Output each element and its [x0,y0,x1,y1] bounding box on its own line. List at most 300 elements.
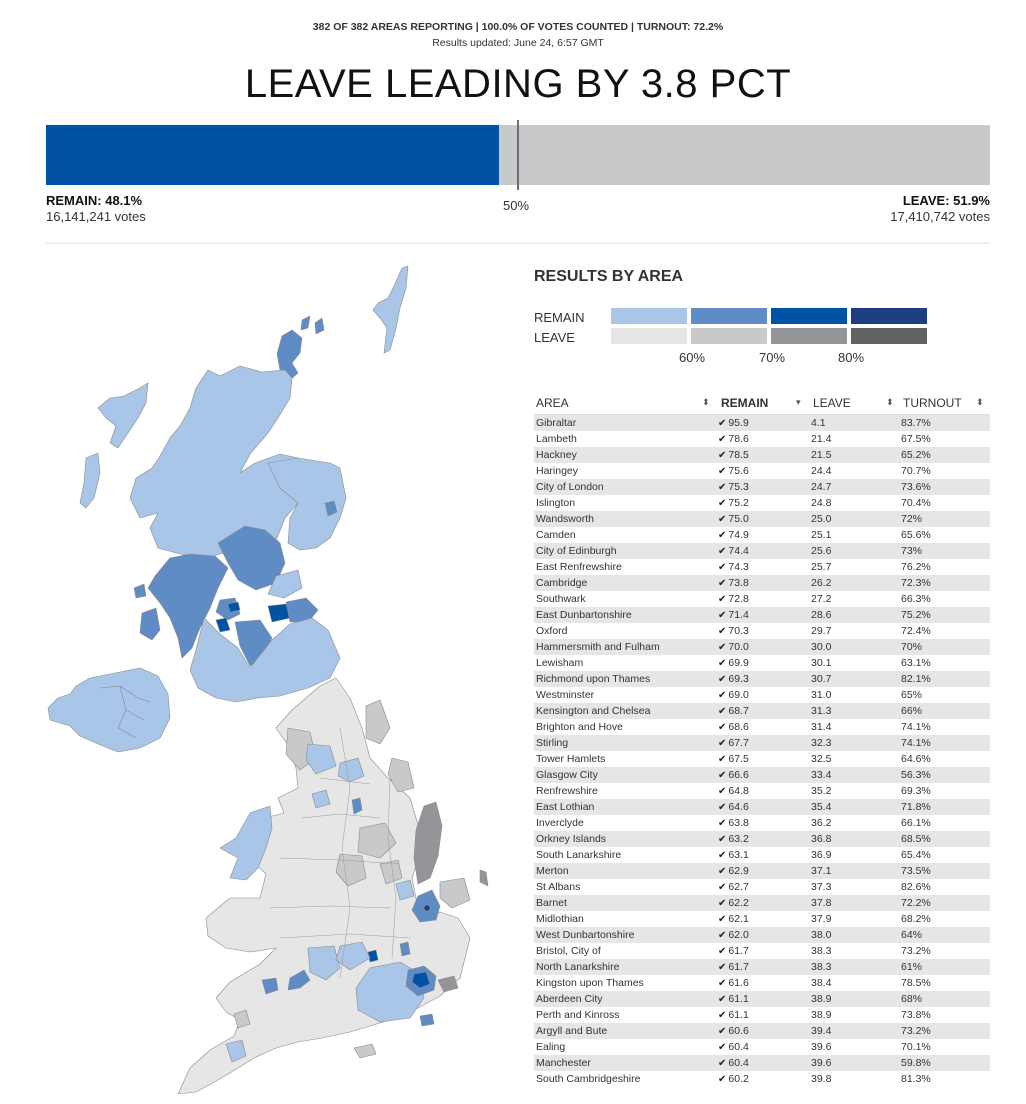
turnout-cell-text: 73.5% [901,865,931,877]
area-cell [536,735,568,751]
leave-percent-label: LEAVE: 51.9% [902,193,990,208]
map-region-england [178,678,470,1094]
remain-cell [718,719,749,736]
table-row[interactable] [534,735,990,751]
remain-cell [718,975,749,992]
remain-cell [718,671,749,688]
turnout-cell-text: 64% [901,929,923,941]
turnout-cell-text: 72.4% [901,625,931,637]
checkmark-icon: ✔ [718,802,727,813]
area-cell [536,895,567,911]
area-cell-text: St Albans [536,881,581,893]
leave-cell-text: 29.7 [811,625,832,637]
remain-cell-text: 61.1 [728,1009,749,1021]
area-cell-text: Bristol, City of [536,945,601,957]
remain-cell-text: 62.2 [728,897,749,909]
area-cell [536,1023,607,1039]
remain-cell [718,703,749,720]
area-cell [536,927,634,943]
remain-cell-text: 74.3 [728,561,749,573]
checkmark-icon: ✔ [718,978,727,989]
checkmark-icon: ✔ [718,1058,727,1069]
table-row[interactable] [534,927,990,943]
turnout-cell [901,847,931,863]
leave-cell [811,1055,831,1071]
remain-cell [718,591,749,608]
area-cell-text: South Lanarkshire [536,849,622,861]
area-cell-text: Aberdeen City [536,993,603,1005]
turnout-cell-text: 65.4% [901,849,931,861]
table-row[interactable] [534,1023,990,1039]
leave-cell-text: 33.4 [811,769,832,781]
turnout-cell [901,607,931,623]
area-cell-text: Orkney Islands [536,833,607,845]
area-cell-text: Cambridge [536,577,588,589]
results-by-area-title: RESULTS BY AREA [534,268,684,285]
table-row[interactable] [534,495,990,511]
remain-cell-text: 60.4 [728,1041,749,1053]
remain-cell-text: 61.1 [728,993,749,1005]
area-cell-text: Richmond upon Thames [536,673,651,685]
area-cell [536,639,660,655]
turnout-cell [901,895,931,911]
remain-cell [718,1007,749,1024]
table-row[interactable] [534,655,990,671]
checkmark-icon: ✔ [718,466,727,477]
area-cell [536,479,604,495]
area-cell-text: Renfrewshire [536,785,598,797]
area-cell [536,943,601,959]
turnout-cell [901,783,931,799]
turnout-cell [901,687,922,703]
table-row[interactable] [534,719,990,735]
remain-cell-text: 67.7 [728,737,749,749]
remain-cell-text: 75.6 [728,465,749,477]
sort-both-icon[interactable]: ⬍ [976,397,984,407]
area-cell-text: Camden [536,529,576,541]
area-cell [536,719,623,735]
area-cell [536,879,580,895]
area-cell [536,1039,565,1055]
remain-cell-text: 74.9 [728,529,749,541]
table-row[interactable] [534,1055,990,1071]
turnout-cell [901,543,922,559]
turnout-cell [901,527,931,543]
table-row[interactable] [534,703,990,719]
area-cell [536,831,606,847]
checkmark-icon: ✔ [718,578,727,589]
checkmark-icon: ✔ [718,786,727,797]
table-row[interactable] [534,959,990,975]
checkmark-icon: ✔ [718,946,727,957]
checkmark-icon: ✔ [718,594,727,605]
table-row[interactable] [534,767,990,783]
leave-cell-text: 30.7 [811,673,832,685]
remain-cell [718,863,749,880]
leave-cell-text: 32.5 [811,753,832,765]
remain-cell [718,847,749,864]
remain-cell-text: 75.2 [728,497,749,509]
national-result-bar [46,125,990,185]
map-region-st-albans [400,942,410,956]
map-region-shetland [373,266,408,353]
turnout-cell [901,959,922,975]
area-cell [536,671,650,687]
remain-vote-count: 16,141,241 votes [46,209,146,224]
leave-cell-text: 24.4 [811,465,832,477]
turnout-cell-text: 68.5% [901,833,931,845]
area-cell-text: West Dunbartonshire [536,929,635,941]
remain-cell [718,815,749,832]
leave-cell-text: 35.4 [811,801,832,813]
remain-cell [718,415,749,432]
table-row[interactable] [534,799,990,815]
table-row[interactable] [534,479,990,495]
turnout-cell [901,559,931,575]
remain-cell-text: 62.0 [728,929,749,941]
checkmark-icon: ✔ [718,914,727,925]
remain-cell [718,991,749,1008]
area-cell [536,815,584,831]
legend-remain-label: REMAIN [534,310,585,325]
area-cell-text: East Renfrewshire [536,561,622,573]
remain-cell-text: 70.0 [728,641,749,653]
turnout-cell-text: 70.7% [901,465,931,477]
area-cell-text: Manchester [536,1057,591,1069]
leave-cell-text: 30.1 [811,657,832,669]
turnout-cell [901,943,931,959]
table-row[interactable] [534,895,990,911]
turnout-cell-text: 73.2% [901,1025,931,1037]
leave-cell [811,735,831,751]
leave-cell [811,847,831,863]
table-row[interactable] [534,431,990,447]
turnout-cell-text: 68.2% [901,913,931,925]
map-region-eilean-siar [98,383,148,448]
remain-cell-text: 70.3 [728,625,749,637]
remain-cell [718,447,749,464]
area-cell-text: Stirling [536,737,569,749]
table-row[interactable] [534,815,990,831]
leave-cell-text: 28.6 [811,609,832,621]
table-row[interactable] [534,911,990,927]
turnout-cell-text: 66.3% [901,593,931,605]
leave-cell-text: 25.6 [811,545,832,557]
checkmark-icon: ✔ [718,770,727,781]
area-cell [536,447,577,463]
turnout-cell-text: 82.1% [901,673,931,685]
checkmark-icon: ✔ [718,482,727,493]
area-cell-text: East Dunbartonshire [536,609,632,621]
checkmark-icon: ✔ [718,754,727,765]
sort-both-icon[interactable]: ⬍ [702,397,710,407]
divider [46,242,990,244]
turnout-cell [901,927,922,943]
area-cell [536,543,617,559]
results-updated: Results updated: June 24, 6:57 GMT [432,37,604,49]
table-row[interactable] [534,687,990,703]
column-header-remain[interactable]: REMAIN [721,396,769,410]
turnout-cell-text: 72.3% [901,577,931,589]
table-body [534,415,990,1087]
remain-cell-text: 60.6 [728,1025,749,1037]
remain-cell [718,463,749,480]
remain-cell-text: 63.2 [728,833,749,845]
table-row[interactable] [534,991,990,1007]
turnout-cell [901,1039,931,1055]
turnout-cell [901,623,931,639]
leave-cell [811,1071,831,1087]
area-cell-text: Merton [536,865,569,877]
turnout-cell-text: 66% [901,705,923,717]
remain-cell-text: 68.6 [728,721,749,733]
leave-cell [811,703,831,719]
remain-cell-text: 68.7 [728,705,749,717]
turnout-cell-text: 82.6% [901,881,931,893]
area-cell-text: City of London [536,481,604,493]
leave-cell [811,767,831,783]
area-cell-text: Midlothian [536,913,584,925]
remain-cell [718,1055,749,1072]
remain-cell [718,879,749,896]
remain-cell [718,623,749,640]
table-row[interactable] [534,607,990,623]
turnout-cell-text: 65.6% [901,529,931,541]
remain-cell [718,783,749,800]
turnout-cell [901,415,931,431]
remain-cell-text: 71.4 [728,609,749,621]
remain-cell [718,687,749,704]
table-row[interactable] [534,1071,990,1087]
remain-cell [718,607,749,624]
leave-cell-text: 38.4 [811,977,832,989]
checkmark-icon: ✔ [718,850,727,861]
table-row[interactable] [534,1007,990,1023]
area-cell-text: Lewisham [536,657,584,669]
turnout-cell-text: 70% [901,641,923,653]
area-cell-text: East Lothian [536,801,595,813]
table-row[interactable] [534,671,990,687]
turnout-cell [901,751,931,767]
map-region-oxford [368,950,378,962]
table-row[interactable] [534,575,990,591]
turnout-cell-text: 73% [901,545,923,557]
remain-cell-text: 60.2 [728,1073,749,1085]
leave-cell-text: 25.0 [811,513,832,525]
leave-cell [811,879,831,895]
turnout-cell [901,799,931,815]
leave-cell-text: 38.0 [811,929,832,941]
table-row[interactable] [534,543,990,559]
remain-cell [718,895,749,912]
area-cell-text: Brighton and Hove [536,721,623,733]
table-row[interactable] [534,527,990,543]
remain-cell [718,511,749,528]
leave-cell [811,831,831,847]
sort-desc-icon[interactable]: ▾ [796,397,801,407]
leave-cell-text: 36.9 [811,849,832,861]
checkmark-icon: ✔ [718,834,727,845]
table-row[interactable] [534,415,990,431]
table-row[interactable] [534,975,990,991]
table-row[interactable] [534,511,990,527]
area-cell [536,687,594,703]
turnout-cell [901,495,931,511]
checkmark-icon: ✔ [718,722,727,733]
legend-tick-60: 60% [679,350,706,365]
remain-cell [718,495,749,512]
area-cell-text: South Cambridgeshire [536,1073,641,1085]
checkmark-icon: ✔ [718,1010,727,1021]
checkmark-icon: ✔ [718,674,727,685]
leave-cell-text: 37.9 [811,913,832,925]
turnout-cell [901,431,931,447]
area-cell [536,591,586,607]
area-cell [536,991,603,1007]
table-row[interactable] [534,847,990,863]
table-row[interactable] [534,447,990,463]
uk-results-map[interactable] [40,258,520,1098]
table-row[interactable] [534,463,990,479]
remain-cell-text: 66.6 [728,769,749,781]
checkmark-icon: ✔ [718,962,727,973]
table-row[interactable] [534,783,990,799]
area-cell [536,911,584,927]
column-header-leave[interactable]: LEAVE [813,396,851,410]
leave-cell-text: 31.3 [811,705,832,717]
checkmark-icon: ✔ [718,818,727,829]
remain-cell-text: 63.1 [728,849,749,861]
area-cell [536,863,569,879]
table-row[interactable] [534,751,990,767]
area-cell [536,575,587,591]
remain-cell-text: 69.9 [728,657,749,669]
turnout-cell [901,1071,931,1087]
remain-percent-label: REMAIN: 48.1% [46,193,143,208]
turnout-cell-text: 70.4% [901,497,931,509]
headline: LEAVE LEADING BY 3.8 PCT [244,62,792,106]
table-row[interactable] [534,831,990,847]
leave-cell [811,639,831,655]
legend-swatch-leave-2 [771,328,847,344]
area-cell-text: Wandsworth [536,513,594,525]
table-row[interactable] [534,623,990,639]
turnout-cell [901,767,931,783]
checkmark-icon: ✔ [718,1042,727,1053]
turnout-cell [901,447,931,463]
area-cell [536,783,598,799]
leave-cell [811,927,831,943]
checkmark-icon: ✔ [718,898,727,909]
turnout-cell-text: 73.2% [901,945,931,957]
remain-cell [718,479,749,496]
table-row[interactable] [534,639,990,655]
remain-cell [718,1039,749,1056]
table-row[interactable] [534,591,990,607]
area-cell [536,527,576,543]
remain-cell-text: 75.3 [728,481,749,493]
checkmark-icon: ✔ [718,642,727,653]
area-cell [536,1007,619,1023]
leave-cell-text: 39.6 [811,1057,832,1069]
area-cell [536,431,577,447]
remain-cell [718,543,749,560]
map-region-east-dunbartonshire [228,602,240,612]
area-cell [536,847,621,863]
leave-cell [811,623,831,639]
leave-cell [811,863,831,879]
remain-cell [718,831,749,848]
column-header-turnout[interactable]: TURNOUT [903,396,962,410]
turnout-cell-text: 63.1% [901,657,931,669]
area-cell-text: Kensington and Chelsea [536,705,651,717]
leave-cell-text: 38.3 [811,945,832,957]
checkmark-icon: ✔ [718,450,727,461]
turnout-cell-text: 65.2% [901,449,931,461]
area-cell [536,415,576,431]
turnout-cell-text: 71.8% [901,801,931,813]
area-cell [536,751,605,767]
remain-cell-text: 61.7 [728,961,749,973]
turnout-cell-text: 56.3% [901,769,931,781]
leave-cell-text: 30.0 [811,641,832,653]
table-row[interactable] [534,943,990,959]
area-cell [536,975,644,991]
leave-cell-text: 24.7 [811,481,832,493]
leave-cell-text: 21.5 [811,449,832,461]
remain-cell [718,431,749,448]
checkmark-icon: ✔ [718,498,727,509]
table-row[interactable] [534,1039,990,1055]
turnout-cell [901,879,931,895]
leave-vote-count: 17,410,742 votes [890,209,990,224]
table-row[interactable] [534,559,990,575]
remain-cell-text: 62.7 [728,881,749,893]
remain-cell-text: 69.3 [728,673,749,685]
remain-cell [718,639,749,656]
checkmark-icon: ✔ [718,418,727,429]
remain-cell-text: 78.6 [728,433,749,445]
leave-cell-text: 35.2 [811,785,832,797]
checkmark-icon: ✔ [718,882,727,893]
remain-cell-text: 95.9 [728,417,749,429]
table-row[interactable] [534,863,990,879]
table-row[interactable] [534,879,990,895]
legend-swatch-leave-1 [691,328,767,344]
area-cell-text: Haringey [536,465,579,477]
area-cell-text: Lambeth [536,433,577,445]
remain-cell-text: 60.4 [728,1057,749,1069]
turnout-cell [901,911,931,927]
column-header-area[interactable]: AREA [536,396,569,410]
leave-cell-text: 27.2 [811,593,832,605]
sort-both-icon[interactable]: ⬍ [886,397,894,407]
turnout-cell-text: 65% [901,689,923,701]
remain-cell-text: 61.7 [728,945,749,957]
area-cell-text: Barnet [536,897,567,909]
checkmark-icon: ✔ [718,1026,727,1037]
area-cell [536,655,583,671]
leave-cell-text: 26.2 [811,577,832,589]
leave-cell-text: 37.8 [811,897,832,909]
area-cell [536,463,578,479]
remain-cell [718,1071,749,1088]
remain-bar-fill [46,125,499,185]
checkmark-icon: ✔ [718,994,727,1005]
remain-cell [718,559,749,576]
remain-cell [718,943,749,960]
leave-cell [811,431,831,447]
